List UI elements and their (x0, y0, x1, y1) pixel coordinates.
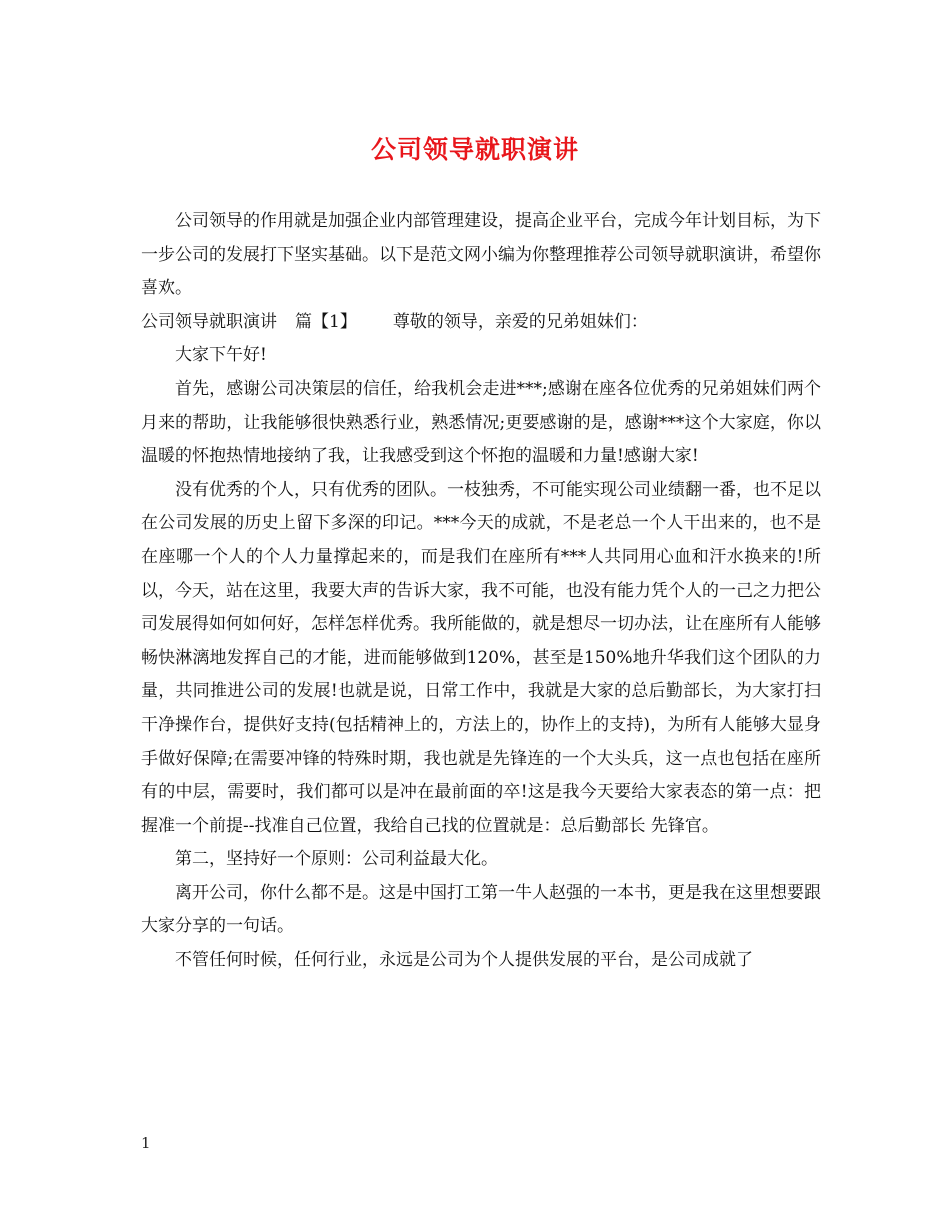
body-paragraph: 第二，坚持好一个原则：公司利益最大化。 (175, 849, 498, 870)
page-number: 1 (141, 1134, 151, 1152)
body-paragraph: 首先，感谢公司决策层的信任，给我机会走进***;感谢在座各位优秀的兄弟姐妹们两个月来的帮助，让我能够很快熟悉行业，熟悉情况;更要感谢的是，感谢***这个大家庭，你以温暖的怀抱热情地接纳了我，让我感受到这个怀抱的温暖和力量!感谢大家! (141, 378, 821, 467)
section-heading-line (141, 306, 821, 340)
section-label: 篇【1】 (295, 311, 357, 332)
section-heading: 公司领导就职演讲 (141, 311, 277, 332)
body-paragraph: 不管任何时候，任何行业，永远是公司为个人提供发展的平台，是公司成就了 (175, 950, 753, 971)
greeting: 尊敬的领导，亲爱的兄弟姐妹们： (392, 311, 648, 332)
intro-paragraph: 公司领导的作用就是加强企业内部管理建设，提高企业平台，完成今年计划目标，为下一步公司的发展打下坚实基础。以下是范文网小编为你整理推荐公司领导就职演讲，希望你喜欢。 (141, 211, 821, 299)
body-paragraph: 离开公司，你什么都不是。这是中国打工第一牛人赵强的一本书，更是我在这里想要跟大家分享的一句话。 (141, 882, 821, 937)
document-title: 公司领导就职演讲 (370, 135, 579, 164)
body-paragraph: 没有优秀的个人，只有优秀的团队。一枝独秀，不可能实现公司业绩翻一番，也不足以在公司发展的历史上留下多深的印记。***今天的成就，不是老总一个人干出来的，也不是在座哪一个人的个人力量撑起来的，而是我们在座所有***人共同用心血和汗水换来的!所以，今天，站在这里，我要大声的告诉大家，我不可能，也没有能力凭个人的一己之力把公司发展得如何如何好，怎样怎样优秀。我所能做的，就是想尽一切办法，让在座所有人能够畅快淋漓地发挥自己的才能，进而能够做到120%，甚至是150%地升华我们这个团队的力量，共同推进公司的发展!也就是说，日常工作中，我就是大家的总后勤部长，为大家打扫干净操作台，提供好支持(包括精神上的，方法上的，协作上的支持)，为所有人能够大显身手做好保障;在需要冲锋的特殊时期，我也就是先锋连的一个大头兵，这一点也包括在座所有的中层，需要时，我们都可以是冲在最前面的卒!这是我今天要给大家表态的第一点：把握准一个前提--找准自己位置，我给自己找的位置就是：总后勤部长 先锋官。 (141, 479, 821, 836)
document-body (141, 205, 821, 978)
body-paragraph: 大家下午好! (175, 345, 267, 366)
